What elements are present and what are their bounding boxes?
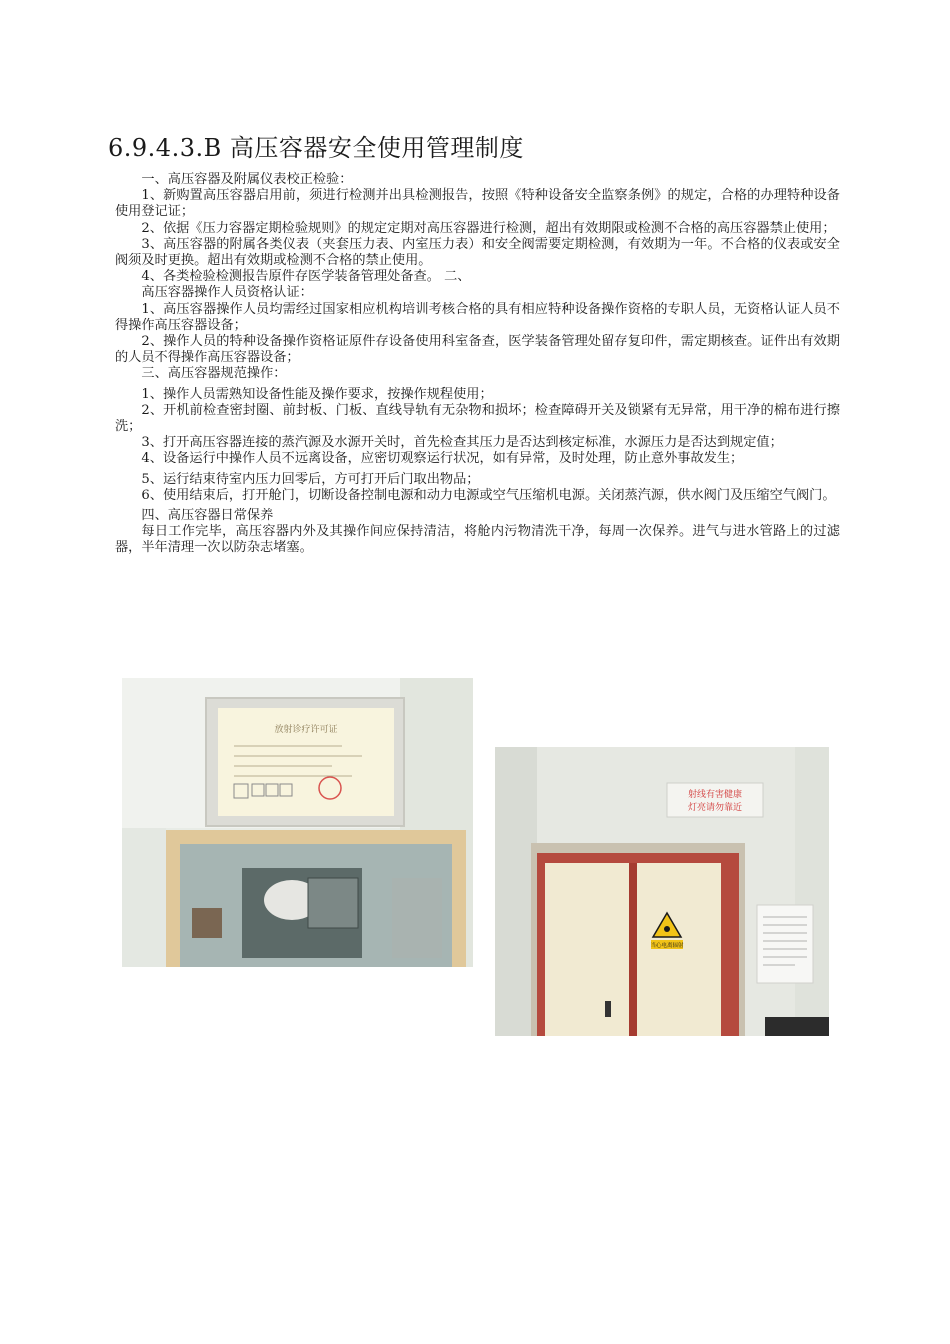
paragraph: 每日工作完毕，高压容器内外及其操作间应保持清洁，将舱内污物清洗干净，每周一次保养。进气与进水管路上的过滤器，半年清理一次以防杂志堵塞。	[115, 524, 840, 556]
section-heading: 一、高压容器及附属仪表校正检验：	[141, 172, 353, 187]
page-title: 6.9.4.3.B 高压容器安全使用管理制度	[108, 134, 524, 162]
paragraph: 2、操作人员的特种设备操作资格证原件存设备使用科室备查，医学装备管理处留存复印件，需定期核查。证件出有效期的人员不得操作高压容器设备；	[115, 334, 840, 366]
paragraph: 2、依据《压力容器定期检验规则》的规定定期对高压容器进行检测，超出有效期限或检测不合格的高压容器禁止使用；	[141, 220, 836, 236]
section-heading: 四、高压容器日常保养	[141, 508, 274, 524]
paragraph: 3、高压容器的附属各类仪表（夹套压力表、内室压力表）和安全阀需要定期检测，有效期为一年。不合格的仪表或安全阀须及时更换。超出有效期或检测不合格的禁止使用。	[115, 236, 840, 269]
door-sign-line1: 射线有害健康	[687, 790, 743, 800]
paragraph: 2、开机前检查密封圈、前封板、门板、直线导轨有无杂物和损坏；检查障碍开关及锁紧有无异常，用干净的棉布进行擦洗；	[115, 402, 840, 435]
certificate-window-photo	[122, 678, 473, 967]
paragraph: 1、高压容器操作人员均需经过国家相应机构培训考核合格的具有相应特种设备操作资格的专职人员，无资格认证人员不得操作高压容器设备；	[115, 301, 840, 333]
paragraph: 5、运行结束待室内压力回零后，方可打开后门取出物品；	[141, 471, 480, 487]
section-heading: 三、高压容器规范操作：	[141, 366, 287, 382]
paragraph: 3、打开高压容器连接的蒸汽源及水源开关时，首先检查其压力是否达到核定标准，水源压力是否达到规定值；	[141, 435, 783, 451]
paragraph: 4、设备运行中操作人员不远离设备，应密切观察运行状况，如有异常，及时处理，防止意外事故发生；	[141, 451, 744, 467]
paragraph: 4、各类检验检测报告原件存医学装备管理处备查。 二、	[141, 269, 471, 285]
certificate-title: 放射诊疗许可证	[274, 725, 338, 735]
paragraph: 1、新购置高压容器启用前，须进行检测并出具检测报告，按照《特种设备安全监察条例》的规定，合格的办理特种设备使用登记证；	[115, 188, 840, 220]
door-sign-line2: 灯亮请勿靠近	[687, 803, 743, 813]
regulation-text	[115, 172, 840, 557]
section-heading: 高压容器操作人员资格认证：	[141, 285, 313, 301]
radiation-warning-label: 当心电离辐射	[650, 943, 684, 949]
paragraph: 6、使用结束后，打开舱门，切断设备控制电源和动力电源或空气压缩机电源。关闭蒸汽源，供水阀门及压缩空气阀门。	[141, 487, 836, 503]
radiation-door-photo	[495, 747, 829, 1036]
paragraph: 1、操作人员需熟知设备性能及操作要求，按操作规程使用；	[141, 386, 493, 402]
